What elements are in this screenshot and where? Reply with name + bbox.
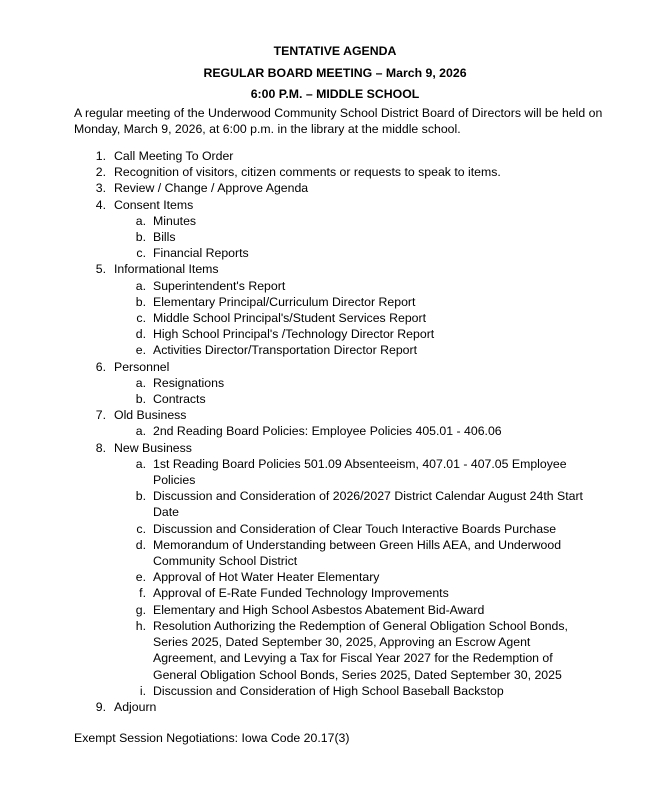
agenda-item-number: 1. bbox=[95, 149, 106, 163]
agenda-subitem-label: Approval of Hot Water Heater Elementary bbox=[153, 570, 380, 585]
agenda-subitem bbox=[0, 683, 670, 699]
agenda-subitem-label: Discussion and Consideration of High School Baseball Backstop bbox=[153, 683, 504, 698]
agenda-item-number: 9. bbox=[95, 699, 106, 714]
agenda-item-label: Recognition of visitors, citizen comments or requests to speak to items. bbox=[114, 165, 501, 180]
agenda-subitem-label: Resolution Authorizing the Redemption of General Obligation School Bonds, Series 2025, Dated September 30, 2025, Approving an Escrow Agent Agreement, and Levying a Tax for Fiscal Year 2027 for the Redemption of General Obligation School Bonds, Series 2025, Dated September 30, 2025 bbox=[153, 618, 568, 682]
agenda-item-label: Adjourn bbox=[114, 699, 157, 714]
agenda-subitem-letter: c. bbox=[136, 521, 146, 536]
agenda-subitem bbox=[0, 229, 670, 245]
agenda-subitem bbox=[0, 326, 670, 342]
agenda-subitem bbox=[0, 537, 670, 569]
agenda-item bbox=[0, 197, 670, 213]
agenda-item-number: 4. bbox=[95, 197, 106, 212]
agenda-item-number: 8. bbox=[95, 440, 106, 455]
agenda-subitem bbox=[0, 488, 670, 520]
agenda-item-label: Consent Items bbox=[114, 197, 194, 212]
agenda-subitem-label: Memorandum of Understanding between Green Hills AEA, and Underwood Community School District bbox=[153, 537, 562, 569]
agenda-subitem-label: Discussion and Consideration of 2026/2027 District Calendar August 24th Start Date bbox=[153, 489, 583, 520]
agenda-subitem bbox=[0, 585, 670, 601]
agenda-title: TENTATIVE AGENDA bbox=[273, 44, 397, 58]
agenda-subitem-letter: b. bbox=[135, 392, 146, 407]
agenda-subitem bbox=[0, 521, 670, 537]
agenda-subitem bbox=[0, 213, 670, 229]
agenda-item bbox=[0, 164, 670, 180]
agenda-item bbox=[0, 261, 670, 277]
agenda-subitem-label: 1st Reading Board Policies 501.09 Absenteeism, 407.01 - 407.05 Employee Policies bbox=[153, 456, 567, 488]
agenda-subitem-letter: h. bbox=[135, 618, 146, 633]
agenda-subitem-letter: a. bbox=[135, 213, 146, 228]
agenda-item bbox=[0, 407, 670, 423]
agenda-item-label: Old Business bbox=[114, 408, 187, 423]
agenda-item-label: Call Meeting To Order bbox=[114, 149, 234, 163]
agenda-subitem-letter: b. bbox=[135, 489, 146, 504]
agenda-subitem-label: Contracts bbox=[153, 392, 206, 407]
agenda-item bbox=[0, 180, 670, 196]
agenda-item bbox=[0, 699, 670, 715]
agenda-subitem bbox=[0, 569, 670, 585]
agenda-subitem-label: Activities Director/Transportation Director Report bbox=[153, 343, 418, 358]
agenda-subitem-letter: d. bbox=[135, 327, 146, 342]
agenda-subitem bbox=[0, 278, 670, 294]
agenda-subitem bbox=[0, 602, 670, 618]
agenda-item-label: Personnel bbox=[114, 359, 170, 374]
agenda-subitem-label: Resignations bbox=[153, 375, 225, 390]
agenda-subitem-label: Elementary and High School Asbestos Abatement Bid-Award bbox=[153, 602, 485, 617]
agenda-item-number: 3. bbox=[95, 181, 106, 196]
agenda-subitem bbox=[0, 342, 670, 358]
agenda-item-number: 6. bbox=[95, 359, 106, 374]
agenda-subitem-letter: b. bbox=[135, 230, 146, 245]
agenda-subitem bbox=[0, 423, 670, 439]
agenda-subitem-letter: a. bbox=[135, 375, 146, 390]
agenda-subitem-letter: c. bbox=[136, 311, 146, 326]
agenda-subitem-label: Bills bbox=[153, 230, 176, 245]
agenda-subitem-label: 2nd Reading Board Policies: Employee Policies 405.01 - 406.06 bbox=[153, 424, 502, 439]
agenda-subitem-letter: g. bbox=[135, 602, 146, 617]
agenda-subitem-label: Middle School Principal's/Student Services Report bbox=[153, 311, 427, 326]
agenda-subitem-letter: a. bbox=[135, 424, 146, 439]
agenda-subitem bbox=[0, 245, 670, 261]
agenda-subitem-label: Elementary Principal/Curriculum Director Report bbox=[153, 294, 416, 309]
agenda-subitem-letter: i. bbox=[139, 683, 146, 698]
agenda-subitem bbox=[0, 294, 670, 310]
agenda-item bbox=[0, 148, 670, 164]
agenda-subitem-letter: a. bbox=[135, 456, 146, 471]
agenda-subitem-label: High School Principal's /Technology Director Report bbox=[153, 327, 435, 342]
agenda-subitem-letter: d. bbox=[135, 537, 146, 552]
exempt-session-note: Exempt Session Negotiations: Iowa Code 20.17(3) bbox=[74, 731, 350, 745]
agenda-subitem-letter: b. bbox=[135, 294, 146, 309]
agenda-subitem bbox=[0, 618, 670, 683]
agenda-item bbox=[0, 440, 670, 456]
agenda-subitem-letter: c. bbox=[136, 246, 146, 261]
meeting-time-location: 6:00 P.M. – MIDDLE SCHOOL bbox=[250, 87, 420, 101]
agenda-subitem bbox=[0, 391, 670, 407]
agenda-subitem-letter: a. bbox=[135, 278, 146, 293]
agenda-item-number: 7. bbox=[95, 408, 106, 423]
agenda-subitem bbox=[0, 310, 670, 326]
agenda-item-number: 2. bbox=[95, 165, 106, 180]
agenda-subitem-letter: f. bbox=[139, 586, 146, 601]
meeting-title: REGULAR BOARD MEETING – March 9, 2026 bbox=[203, 66, 467, 80]
agenda-subitem-label: Financial Reports bbox=[153, 246, 249, 261]
agenda-subitem bbox=[0, 456, 670, 488]
agenda-item-number: 5. bbox=[95, 262, 106, 277]
agenda-subitem-letter: e. bbox=[135, 570, 146, 585]
agenda-subitem bbox=[0, 375, 670, 391]
agenda-subitem-label: Discussion and Consideration of Clear Touch Interactive Boards Purchase bbox=[153, 521, 557, 536]
agenda-item-label: New Business bbox=[114, 440, 192, 455]
agenda-subitem-label: Minutes bbox=[153, 213, 197, 228]
agenda-item-label: Review / Change / Approve Agenda bbox=[114, 181, 309, 196]
agenda-item-label: Informational Items bbox=[114, 262, 219, 277]
agenda-list bbox=[0, 148, 670, 715]
agenda-subitem-letter: e. bbox=[135, 343, 146, 358]
intro-paragraph: A regular meeting of the Underwood Community School District Board of Directors will be held on Monday, March 9, 2026, at 6:00 p.m. in the library at the middle school. bbox=[74, 106, 603, 136]
agenda-item bbox=[0, 359, 670, 375]
agenda-subitem-label: Superintendent's Report bbox=[153, 278, 286, 293]
agenda-subitem-label: Approval of E-Rate Funded Technology Improvements bbox=[153, 586, 449, 601]
